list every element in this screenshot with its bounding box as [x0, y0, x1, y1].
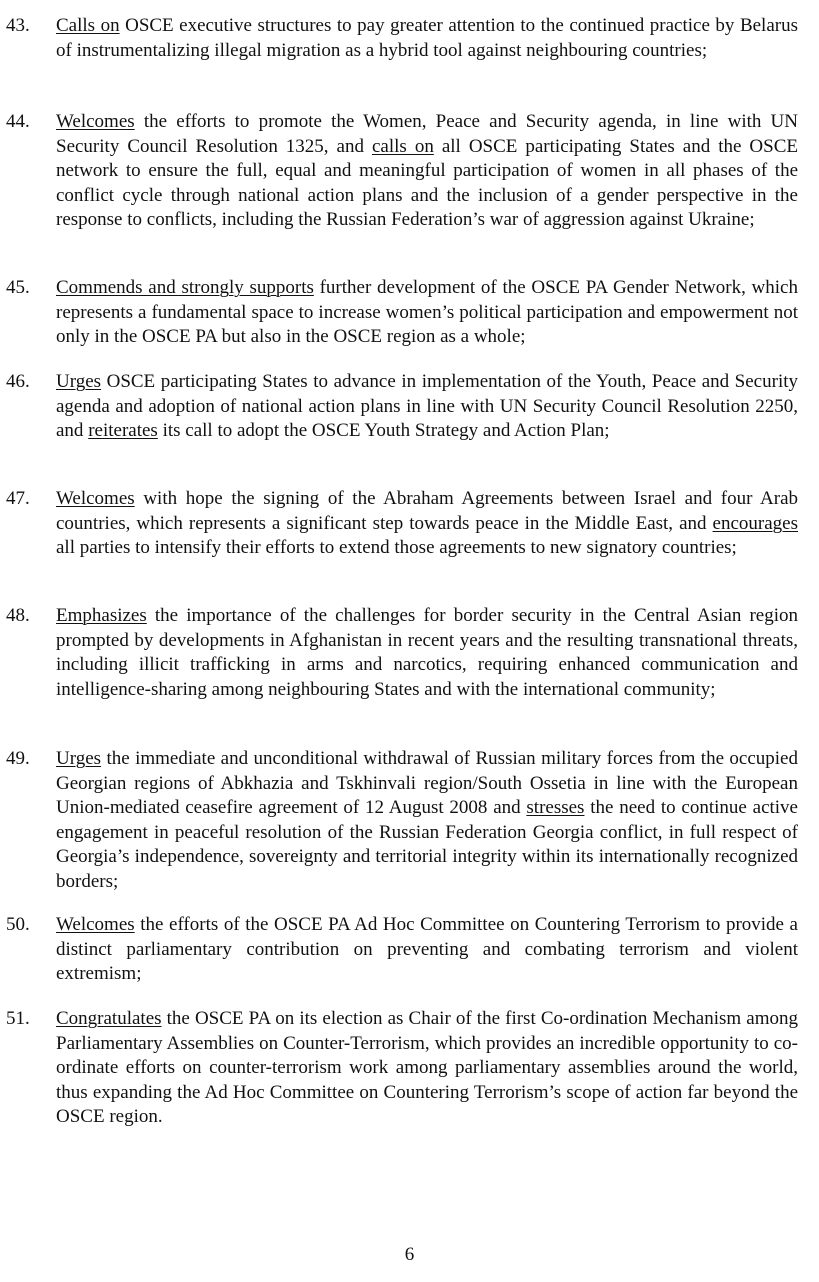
- paragraph-body: [56, 747, 798, 894]
- paragraph-number: 50.: [6, 914, 30, 935]
- paragraph-body: [56, 604, 798, 702]
- paragraph-text: all OSCE participating States and the OSCE network to ensure the full, equal and meaningful participation of women in all phases of the conflict cycle through national action plans and the inclusion of a gender perspective in the response to conflicts, including the Russian Federation’s war of aggression against Ukraine;: [56, 135, 798, 230]
- page-number: 6: [404, 1244, 415, 1265]
- paragraph-number: 51.: [6, 1008, 30, 1029]
- operative-keyword: Welcomes: [56, 488, 135, 509]
- paragraph-body: [56, 370, 798, 444]
- paragraph-text: OSCE executive structures to pay greater attention to the continued practice by Belarus of instrumentalizing illegal migration as a hybrid tool against neighbouring countries;: [56, 15, 798, 61]
- operative-keyword: Welcomes: [56, 111, 135, 132]
- paragraph-text: the OSCE PA on its election as Chair of the first Co-ordination Mechanism among Parliamentary Assemblies on Counter-Terrorism, which provides an incredible opportunity to co-ordinate efforts on counter-terrorism work among parliamentary assemblies around the world, thus expanding the Ad Hoc Committee on Countering Terrorism’s scope of action far beyond the OSCE region.: [56, 1008, 798, 1127]
- paragraph-text: OSCE participating States to advance in implementation of the Youth, Peace and Security agenda and adoption of national action plans in line with UN Security Council Resolution 2250, and: [56, 371, 798, 441]
- paragraph-text: the importance of the challenges for border security in the Central Asian region prompted by developments in Afghanistan in recent years and the resulting transnational threats, including illicit trafficking in arms and narcotics, requiring enhanced communication and intelligence-sharing among neighbouring States and with the international community;: [56, 605, 798, 700]
- operative-keyword: encourages: [712, 512, 798, 534]
- paragraph-text: the need to continue active engagement in peaceful resolution of the Russian Federation Georgia conflict, in full respect of Georgia’s independence, sovereignty and territorial integrity within its internationally recognized borders;: [56, 797, 798, 892]
- operative-keyword: Calls on: [56, 15, 120, 36]
- operative-keyword: Urges: [56, 371, 102, 392]
- paragraph-number: 48.: [6, 605, 30, 626]
- paragraph-number: 46.: [6, 371, 30, 392]
- operative-keyword: Congratulates: [56, 1008, 162, 1029]
- paragraph-body: [56, 110, 798, 233]
- paragraph-text: the immediate and unconditional withdrawal of Russian military forces from the occupied Georgian regions of Abkhazia and Tskhinvali region/South Ossetia in line with the European Union-mediated ceasefire agreement of 12 August 2008 and: [56, 748, 798, 818]
- paragraph-number: 47.: [6, 488, 30, 509]
- paragraph-number: 49.: [6, 748, 30, 769]
- paragraph-body: [56, 14, 798, 63]
- paragraph-text: its call to adopt the OSCE Youth Strategy and Action Plan;: [157, 420, 610, 441]
- paragraph-text: all parties to intensify their efforts to extend those agreements to new signatory countries;: [56, 537, 737, 558]
- paragraph-body: [56, 913, 798, 987]
- paragraph-number: 43.: [6, 15, 30, 36]
- operative-keyword: calls on: [372, 135, 434, 157]
- paragraph-text: with hope the signing of the Abraham Agreements between Israel and four Arab countries, which represents a significant step towards peace in the Middle East, and: [56, 488, 798, 534]
- paragraph-text: the efforts to promote the Women, Peace and Security agenda, in line with UN Security Council Resolution 1325, and: [56, 111, 798, 157]
- paragraph-text: further development of the OSCE PA Gender Network, which represents a fundamental space to increase women’s political participation and empowerment not only in the OSCE PA but also in the OSCE region as a whole;: [56, 277, 798, 347]
- paragraph-body: [56, 276, 798, 350]
- paragraph-number: 44.: [6, 111, 30, 132]
- operative-keyword: Urges: [56, 748, 102, 769]
- paragraph-body: [56, 1007, 798, 1130]
- operative-keyword: Commends and strongly supports: [56, 277, 314, 298]
- operative-keyword: reiterates: [88, 420, 158, 441]
- paragraph-number: 45.: [6, 277, 30, 298]
- paragraph-body: [56, 487, 798, 561]
- operative-keyword: stresses: [526, 797, 585, 818]
- paragraph-text: the efforts of the OSCE PA Ad Hoc Committee on Countering Terrorism to provide a distinct parliamentary contribution on preventing and combating terrorism and violent extremism;: [56, 914, 798, 984]
- operative-keyword: Welcomes: [56, 914, 135, 935]
- operative-keyword: Emphasizes: [56, 605, 147, 626]
